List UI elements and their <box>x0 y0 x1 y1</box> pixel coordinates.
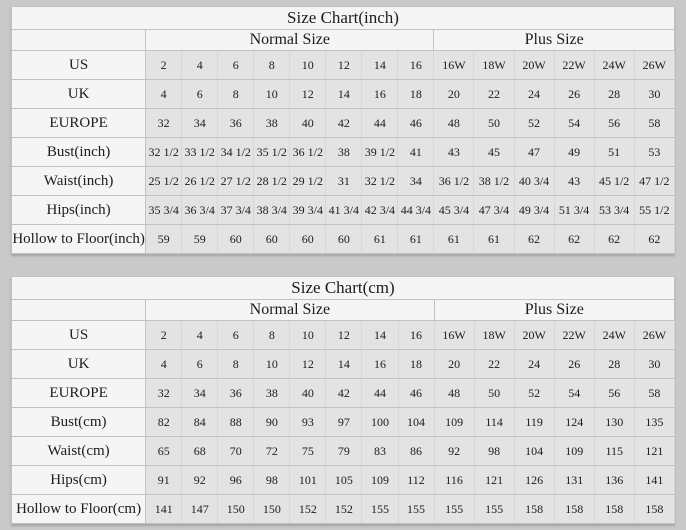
size-value-cell: 53 <box>634 138 674 167</box>
size-value-cell: 45 1/2 <box>594 167 634 196</box>
size-value-cell: 26W <box>634 51 674 80</box>
row-label-waist-inch: Waist(inch) <box>12 167 146 196</box>
size-chart-cm-table <box>11 276 675 524</box>
size-value-cell: 10 <box>254 350 290 379</box>
size-value-cell: 55 1/2 <box>634 196 674 225</box>
size-value-cell: 150 <box>254 495 290 524</box>
size-value-cell: 158 <box>514 495 554 524</box>
size-value-cell: 18 <box>398 80 434 109</box>
size-value-cell: 16 <box>398 51 434 80</box>
size-value-cell: 72 <box>254 437 290 466</box>
size-value-cell: 49 3/4 <box>514 196 554 225</box>
size-value-cell: 98 <box>254 466 290 495</box>
table-row <box>12 379 675 408</box>
size-value-cell: 12 <box>290 350 326 379</box>
size-value-cell: 150 <box>218 495 254 524</box>
size-value-cell: 32 1/2 <box>362 167 398 196</box>
size-value-cell: 54 <box>554 109 594 138</box>
size-value-cell: 39 1/2 <box>362 138 398 167</box>
table-title: Size Chart(cm) <box>12 277 675 300</box>
size-value-cell: 152 <box>290 495 326 524</box>
size-value-cell: 48 <box>434 109 474 138</box>
size-value-cell: 2 <box>146 321 182 350</box>
size-value-cell: 83 <box>362 437 398 466</box>
size-value-cell: 56 <box>594 109 634 138</box>
table-row <box>12 321 675 350</box>
size-value-cell: 49 <box>554 138 594 167</box>
size-value-cell: 36 <box>218 109 254 138</box>
size-value-cell: 88 <box>218 408 254 437</box>
size-value-cell: 52 <box>514 379 554 408</box>
size-value-cell: 30 <box>634 80 674 109</box>
size-value-cell: 40 <box>290 109 326 138</box>
size-value-cell: 65 <box>146 437 182 466</box>
size-value-cell: 147 <box>182 495 218 524</box>
size-value-cell: 28 <box>594 350 634 379</box>
size-value-cell: 8 <box>218 350 254 379</box>
size-value-cell: 4 <box>182 321 218 350</box>
size-value-cell: 100 <box>362 408 398 437</box>
size-value-cell: 121 <box>474 466 514 495</box>
size-value-cell: 41 3/4 <box>326 196 362 225</box>
size-value-cell: 42 3/4 <box>362 196 398 225</box>
size-value-cell: 22 <box>474 80 514 109</box>
size-value-cell: 158 <box>634 495 674 524</box>
size-value-cell: 32 <box>146 109 182 138</box>
size-value-cell: 50 <box>474 379 514 408</box>
size-value-cell: 119 <box>514 408 554 437</box>
size-value-cell: 47 <box>514 138 554 167</box>
size-value-cell: 42 <box>326 109 362 138</box>
size-value-cell: 43 <box>434 138 474 167</box>
size-value-cell: 58 <box>634 379 674 408</box>
size-value-cell: 16 <box>362 350 398 379</box>
size-value-cell: 45 <box>474 138 514 167</box>
size-value-cell: 92 <box>182 466 218 495</box>
size-value-cell: 30 <box>634 350 674 379</box>
size-value-cell: 28 1/2 <box>254 167 290 196</box>
size-value-cell: 158 <box>554 495 594 524</box>
size-value-cell: 109 <box>434 408 474 437</box>
size-value-cell: 38 1/2 <box>474 167 514 196</box>
size-value-cell: 61 <box>474 225 514 254</box>
size-value-cell: 16 <box>362 80 398 109</box>
row-label-us: US <box>12 51 146 80</box>
size-value-cell: 12 <box>290 80 326 109</box>
size-value-cell: 93 <box>290 408 326 437</box>
size-value-cell: 43 <box>554 167 594 196</box>
size-value-cell: 14 <box>326 350 362 379</box>
size-value-cell: 4 <box>182 51 218 80</box>
size-value-cell: 6 <box>182 350 218 379</box>
size-value-cell: 51 3/4 <box>554 196 594 225</box>
size-value-cell: 109 <box>554 437 594 466</box>
table-row <box>12 51 675 80</box>
size-value-cell: 25 1/2 <box>146 167 182 196</box>
row-label-europe: EUROPE <box>12 379 146 408</box>
size-value-cell: 34 <box>398 167 434 196</box>
size-value-cell: 16W <box>434 51 474 80</box>
size-value-cell: 32 1/2 <box>146 138 182 167</box>
size-value-cell: 27 1/2 <box>218 167 254 196</box>
row-label-bust-inch: Bust(inch) <box>12 138 146 167</box>
size-value-cell: 4 <box>146 80 182 109</box>
size-value-cell: 136 <box>594 466 634 495</box>
size-value-cell: 38 <box>254 379 290 408</box>
size-value-cell: 38 3/4 <box>254 196 290 225</box>
size-chart-inch-table <box>11 6 675 254</box>
size-value-cell: 20W <box>514 321 554 350</box>
size-value-cell: 16W <box>434 321 474 350</box>
size-value-cell: 56 <box>594 379 634 408</box>
size-value-cell: 36 3/4 <box>182 196 218 225</box>
row-label-hollow-to-floor-inch: Hollow to Floor(inch) <box>12 225 146 254</box>
size-value-cell: 14 <box>362 321 398 350</box>
size-value-cell: 53 3/4 <box>594 196 634 225</box>
size-value-cell: 97 <box>326 408 362 437</box>
size-value-cell: 158 <box>594 495 634 524</box>
table-row <box>12 466 675 495</box>
size-value-cell: 10 <box>290 321 326 350</box>
size-value-cell: 59 <box>182 225 218 254</box>
size-value-cell: 62 <box>554 225 594 254</box>
size-value-cell: 38 <box>254 109 290 138</box>
size-value-cell: 39 3/4 <box>290 196 326 225</box>
size-value-cell: 14 <box>362 51 398 80</box>
size-value-cell: 4 <box>146 350 182 379</box>
size-value-cell: 79 <box>326 437 362 466</box>
size-value-cell: 20W <box>514 51 554 80</box>
size-value-cell: 10 <box>290 51 326 80</box>
size-value-cell: 46 <box>398 109 434 138</box>
size-value-cell: 6 <box>218 51 254 80</box>
size-value-cell: 36 1/2 <box>434 167 474 196</box>
table-row <box>12 167 675 196</box>
size-value-cell: 18 <box>398 350 434 379</box>
size-value-cell: 24 <box>514 80 554 109</box>
size-value-cell: 126 <box>514 466 554 495</box>
size-value-cell: 40 3/4 <box>514 167 554 196</box>
size-value-cell: 155 <box>434 495 474 524</box>
row-label-bust-cm: Bust(cm) <box>12 408 146 437</box>
size-value-cell: 35 3/4 <box>146 196 182 225</box>
size-value-cell: 45 3/4 <box>434 196 474 225</box>
size-value-cell: 60 <box>218 225 254 254</box>
size-value-cell: 12 <box>326 51 362 80</box>
size-value-cell: 84 <box>182 408 218 437</box>
size-value-cell: 112 <box>398 466 434 495</box>
size-value-cell: 28 <box>594 80 634 109</box>
size-value-cell: 61 <box>398 225 434 254</box>
table-row <box>12 196 675 225</box>
size-value-cell: 121 <box>634 437 674 466</box>
size-value-cell: 98 <box>474 437 514 466</box>
size-value-cell: 22W <box>554 51 594 80</box>
size-value-cell: 54 <box>554 379 594 408</box>
size-value-cell: 26W <box>634 321 674 350</box>
plus-size-header: Plus Size <box>434 30 675 51</box>
row-label-hollow-to-floor-cm: Hollow to Floor(cm) <box>12 495 146 524</box>
table-row <box>12 225 675 254</box>
size-value-cell: 47 1/2 <box>634 167 674 196</box>
table-row <box>12 109 675 138</box>
size-value-cell: 92 <box>434 437 474 466</box>
row-label-europe: EUROPE <box>12 109 146 138</box>
size-value-cell: 44 <box>362 379 398 408</box>
row-label-us: US <box>12 321 146 350</box>
table-row <box>12 437 675 466</box>
size-value-cell: 8 <box>218 80 254 109</box>
size-value-cell: 101 <box>290 466 326 495</box>
size-value-cell: 61 <box>434 225 474 254</box>
size-value-cell: 116 <box>434 466 474 495</box>
row-label-hips-cm: Hips(cm) <box>12 466 146 495</box>
size-value-cell: 68 <box>182 437 218 466</box>
plus-size-header: Plus Size <box>434 300 674 321</box>
size-value-cell: 141 <box>146 495 182 524</box>
size-value-cell: 48 <box>434 379 474 408</box>
size-value-cell: 60 <box>326 225 362 254</box>
size-value-cell: 36 <box>218 379 254 408</box>
normal-size-header: Normal Size <box>146 300 434 321</box>
table-row <box>12 408 675 437</box>
size-value-cell: 114 <box>474 408 514 437</box>
size-value-cell: 75 <box>290 437 326 466</box>
size-value-cell: 50 <box>474 109 514 138</box>
group-header-empty-cell <box>12 300 146 321</box>
size-value-cell: 46 <box>398 379 434 408</box>
size-value-cell: 22 <box>474 350 514 379</box>
size-value-cell: 51 <box>594 138 634 167</box>
size-value-cell: 8 <box>254 51 290 80</box>
size-value-cell: 18W <box>474 321 514 350</box>
size-value-cell: 16 <box>398 321 434 350</box>
table-row <box>12 80 675 109</box>
size-value-cell: 104 <box>398 408 434 437</box>
size-value-cell: 20 <box>434 80 474 109</box>
size-value-cell: 82 <box>146 408 182 437</box>
size-value-cell: 61 <box>362 225 398 254</box>
size-value-cell: 22W <box>554 321 594 350</box>
size-value-cell: 62 <box>634 225 674 254</box>
size-value-cell: 58 <box>634 109 674 138</box>
row-label-uk: UK <box>12 350 146 379</box>
size-value-cell: 59 <box>146 225 182 254</box>
size-value-cell: 44 3/4 <box>398 196 434 225</box>
row-label-hips-inch: Hips(inch) <box>12 196 146 225</box>
size-value-cell: 38 <box>326 138 362 167</box>
size-value-cell: 34 <box>182 379 218 408</box>
size-value-cell: 131 <box>554 466 594 495</box>
size-value-cell: 70 <box>218 437 254 466</box>
size-value-cell: 115 <box>594 437 634 466</box>
size-value-cell: 29 1/2 <box>290 167 326 196</box>
size-value-cell: 135 <box>634 408 674 437</box>
size-value-cell: 60 <box>254 225 290 254</box>
size-value-cell: 152 <box>326 495 362 524</box>
size-value-cell: 86 <box>398 437 434 466</box>
size-value-cell: 10 <box>254 80 290 109</box>
size-value-cell: 124 <box>554 408 594 437</box>
size-value-cell: 26 <box>554 80 594 109</box>
size-value-cell: 12 <box>326 321 362 350</box>
size-value-cell: 109 <box>362 466 398 495</box>
size-value-cell: 52 <box>514 109 554 138</box>
size-value-cell: 32 <box>146 379 182 408</box>
size-value-cell: 18W <box>474 51 514 80</box>
size-value-cell: 24W <box>594 51 634 80</box>
size-value-cell: 33 1/2 <box>182 138 218 167</box>
size-value-cell: 105 <box>326 466 362 495</box>
table-row <box>12 350 675 379</box>
size-value-cell: 34 <box>182 109 218 138</box>
size-value-cell: 26 1/2 <box>182 167 218 196</box>
table-row <box>12 495 675 524</box>
size-value-cell: 35 1/2 <box>254 138 290 167</box>
size-value-cell: 130 <box>594 408 634 437</box>
size-value-cell: 155 <box>398 495 434 524</box>
size-value-cell: 91 <box>146 466 182 495</box>
size-value-cell: 96 <box>218 466 254 495</box>
size-value-cell: 36 1/2 <box>290 138 326 167</box>
size-value-cell: 47 3/4 <box>474 196 514 225</box>
group-header-empty-cell <box>12 30 146 51</box>
size-value-cell: 24W <box>594 321 634 350</box>
size-value-cell: 31 <box>326 167 362 196</box>
size-value-cell: 104 <box>514 437 554 466</box>
size-value-cell: 20 <box>434 350 474 379</box>
size-value-cell: 42 <box>326 379 362 408</box>
table-row <box>12 138 675 167</box>
row-label-waist-cm: Waist(cm) <box>12 437 146 466</box>
size-value-cell: 60 <box>290 225 326 254</box>
size-value-cell: 6 <box>218 321 254 350</box>
row-label-uk: UK <box>12 80 146 109</box>
size-value-cell: 44 <box>362 109 398 138</box>
size-value-cell: 62 <box>514 225 554 254</box>
size-value-cell: 62 <box>594 225 634 254</box>
size-value-cell: 6 <box>182 80 218 109</box>
size-value-cell: 34 1/2 <box>218 138 254 167</box>
size-value-cell: 90 <box>254 408 290 437</box>
size-value-cell: 26 <box>554 350 594 379</box>
size-value-cell: 41 <box>398 138 434 167</box>
size-value-cell: 141 <box>634 466 674 495</box>
size-value-cell: 2 <box>146 51 182 80</box>
size-value-cell: 24 <box>514 350 554 379</box>
size-value-cell: 155 <box>362 495 398 524</box>
normal-size-header: Normal Size <box>146 30 434 51</box>
size-value-cell: 8 <box>254 321 290 350</box>
size-value-cell: 40 <box>290 379 326 408</box>
size-value-cell: 14 <box>326 80 362 109</box>
size-value-cell: 37 3/4 <box>218 196 254 225</box>
table-title: Size Chart(inch) <box>12 7 675 30</box>
size-value-cell: 155 <box>474 495 514 524</box>
